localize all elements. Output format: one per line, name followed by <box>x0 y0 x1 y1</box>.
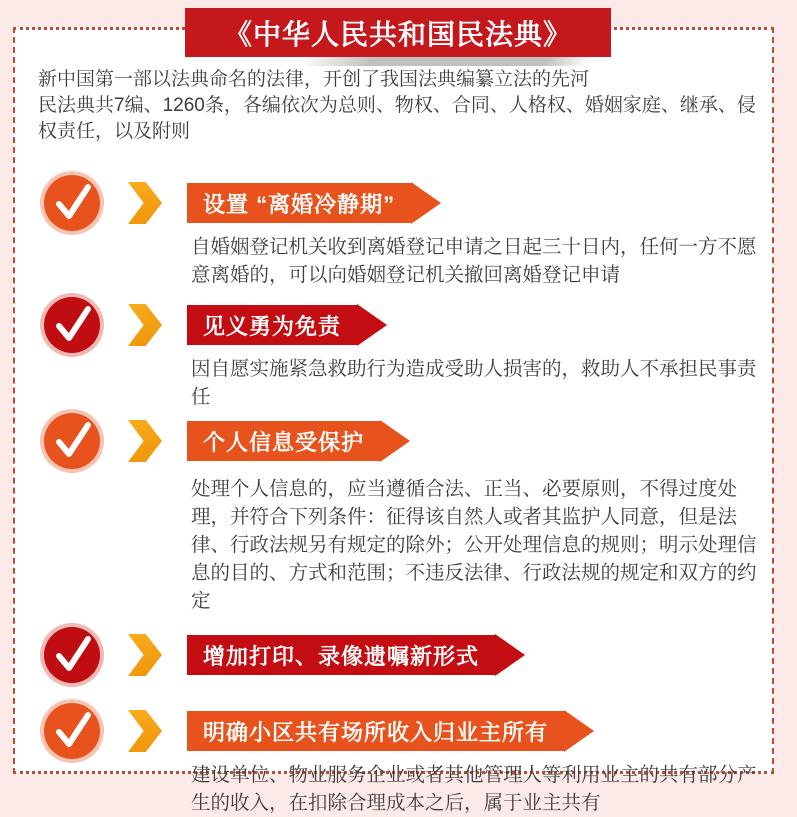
chevron-right-icon <box>128 710 162 752</box>
chevron-right-icon <box>128 420 162 462</box>
chevron-right-icon <box>128 304 162 346</box>
check-icon <box>44 297 100 353</box>
section-personal-info-protection <box>44 413 757 615</box>
intro-line-2: 民法典共7编、1260条，各编依次为总则、物权、合同、人格权、婚姻家庭、继承、侵权责任，以及附则 <box>38 95 756 142</box>
section-row <box>44 703 754 759</box>
section-body: 建设单位、物业服务企业或者其他管理人等利用业主的共有部分产生的收入，在扣除合理成本之后，属于业主共有 <box>191 764 757 814</box>
section-body: 自婚姻登记机关收到离婚登记申请之日起三十日内，任何一方不愿意离婚的，可以向婚姻登记机关撤回离婚登记申请 <box>191 236 757 286</box>
section-row <box>44 413 754 469</box>
section-divorce-cooling-period <box>44 175 757 289</box>
section-row <box>44 297 754 353</box>
section-heading: 见义勇为免责 <box>203 313 342 339</box>
intro-text <box>38 67 764 145</box>
section-new-will-forms <box>44 627 754 683</box>
section-good-samaritan <box>44 297 757 411</box>
check-icon <box>44 703 100 759</box>
section-heading: 明确小区共有场所收入归业主所有 <box>203 719 549 745</box>
section-banner <box>187 183 411 223</box>
check-icon <box>44 627 100 683</box>
section-banner <box>187 635 495 675</box>
section-heading: 增加打印、录像遗嘱新形式 <box>203 643 480 669</box>
section-heading: 设置 “离婚冷静期” <box>203 191 396 217</box>
poster-content <box>13 27 774 814</box>
check-icon <box>44 175 100 231</box>
check-icon <box>44 413 100 469</box>
section-banner <box>187 305 357 345</box>
section-banner <box>187 711 564 751</box>
section-row <box>44 627 754 683</box>
chevron-right-icon <box>128 182 162 224</box>
section-row <box>44 175 754 231</box>
section-body: 处理个人信息的，应当遵循合法、正当、必要原则，不得过度处理，并符合下列条件：征得该自然人或者其监护人同意，但是法律、行政法规另有规定的除外；公开处理信息的规则；明示处理信息的目的、方式和范围；不违反法律、行政法规的规定和双方的约定 <box>191 478 757 612</box>
intro-line-1: 新中国第一部以法典命名的法律，开创了我国法典编纂立法的先河 <box>38 69 590 90</box>
section-heading: 个人信息受保护 <box>203 429 365 455</box>
chevron-right-icon <box>128 634 162 676</box>
section-body: 因自愿实施紧急救助行为造成受助人损害的，救助人不承担民事责任 <box>191 358 757 408</box>
section-community-income <box>44 703 757 817</box>
section-banner <box>187 421 380 461</box>
page-title: 《中华人民共和国民法典》 <box>185 8 611 57</box>
